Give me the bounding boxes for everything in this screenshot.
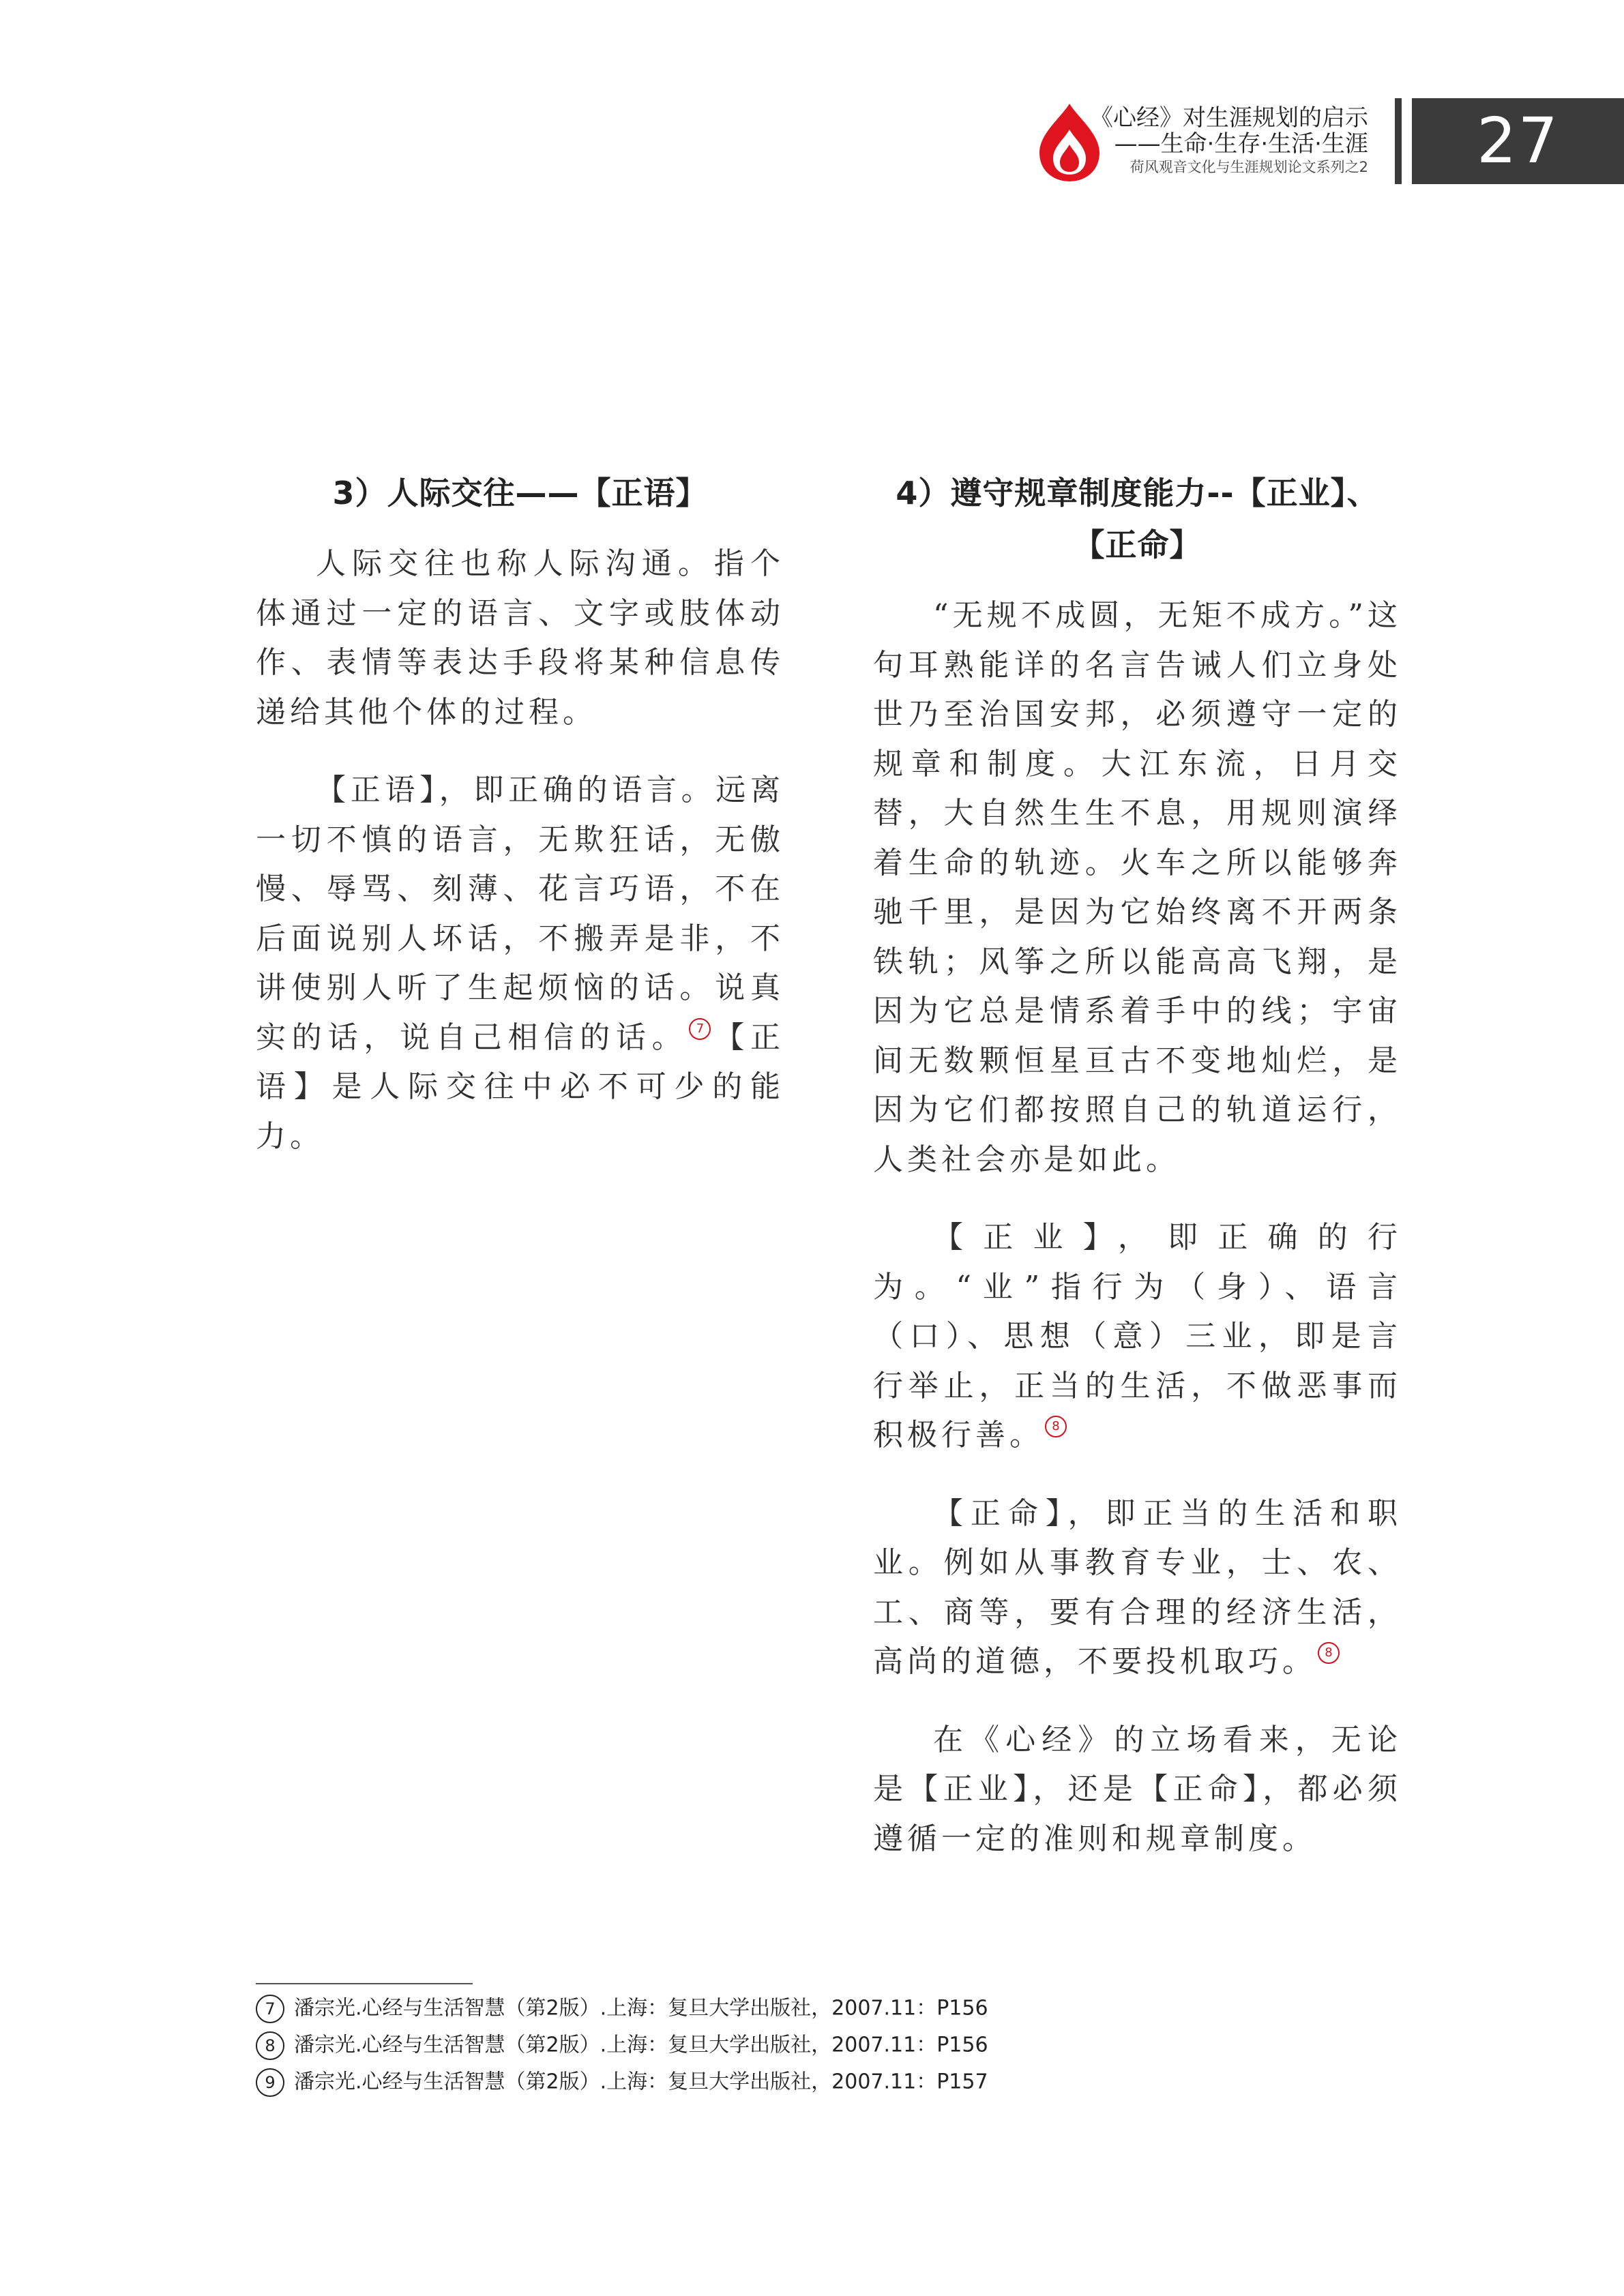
header-titles <box>1090 105 1368 177</box>
header-subtitle: ——生命·生存·生活·生涯 <box>1114 130 1368 158</box>
footnote-text: 潘宗光.心经与生活智慧（第2版）.上海：复旦大学出版社，2007.11：P156 <box>294 1996 988 2021</box>
page-header <box>1023 95 1624 184</box>
page-number: 27 <box>1412 98 1624 184</box>
paragraph: “无规不成圆，无矩不成方。”这句耳熟能详的名言告诫人们立身处世乃至治国安邦，必须遵守一定的规章和制度。大江东流，日月交替，大自然生生不息，用规则演绎着生命的轨迹。火车之所以能够奔驰千里，是因为它始终离不开两条铁轨；风筝之所以能高高飞翔，是因为它总是情系着手中的线；宇宙间无数颗恒星亘古不变地灿烂，是因为它们都按照自己的轨道运行，人类社会亦是如此。 <box>873 598 1402 1177</box>
footnote-text: 潘宗光.心经与生活智慧（第2版）.上海：复旦大学出版社，2007.11：P157 <box>294 2070 988 2094</box>
right-column <box>873 467 1402 1892</box>
paragraph <box>256 766 784 1161</box>
section-heading-4: 4）遵守规章制度能力--【正业】、【正命】 <box>896 475 1379 563</box>
footnote-number: 8 <box>256 2031 284 2060</box>
footnote-item <box>256 1990 988 2027</box>
header-divider <box>1395 98 1402 184</box>
footnotes <box>256 1990 988 2100</box>
header-title: 《心经》对生涯规划的启示 <box>1090 104 1368 132</box>
footnote-ref-8[interactable]: 8 <box>1045 1416 1067 1437</box>
paragraph: 人际交往也称人际沟通。指个体通过一定的语言、文字或肢体动作、表情等表达手段将某种信息传递给其他个体的过程。 <box>256 546 784 730</box>
paragraph-text: 【正命】，即正当的生活和职业。例如从事教育专业，士、农、工、商等，要有合理的经济生活，高尚的道德，不要投机取巧。 <box>873 1495 1402 1679</box>
section-heading-3: 3）人际交往——【正语】 <box>332 475 708 511</box>
footnote-item <box>256 2063 988 2100</box>
paragraph-text: 【正语】是人际交往中必不可少的能力。 <box>256 1019 785 1154</box>
paragraph <box>873 1489 1402 1687</box>
paragraph <box>873 1213 1402 1461</box>
footnote-number: 7 <box>256 1995 284 2023</box>
footnote-ref-7[interactable]: 7 <box>689 1018 711 1040</box>
paragraph-text: 【正语】，即正确的语言。远离一切不慎的语言，无欺狂话，无傲慢、辱骂、刻薄、花言巧语，不在后面说别人坏话，不搬弄是非，不讲使别人听了生起烦恼的话。说真实的话，说自己相信的话。 <box>256 773 784 1055</box>
footnote-item <box>256 2027 988 2063</box>
footnote-text: 潘宗光.心经与生活智慧（第2版）.上海：复旦大学出版社，2007.11：P156 <box>294 2033 988 2057</box>
footnote-ref-8[interactable]: 8 <box>1318 1642 1340 1664</box>
left-column <box>256 467 784 1190</box>
footnote-divider <box>256 1983 473 1984</box>
paragraph-text: 【正业】，即正确的行为。“业”指行为（身）、语言（口）、思想（意）三业，即是言行举止，正当的生活，不做恶事而积极行善。 <box>873 1220 1402 1452</box>
paragraph: 在《心经》的立场看来，无论是【正业】，还是【正命】，都必须遵循一定的准则和规章制度。 <box>873 1722 1402 1856</box>
header-series: 荷风观音文化与生涯规划论文系列之2 <box>1130 159 1368 175</box>
footnote-number: 9 <box>256 2068 284 2097</box>
